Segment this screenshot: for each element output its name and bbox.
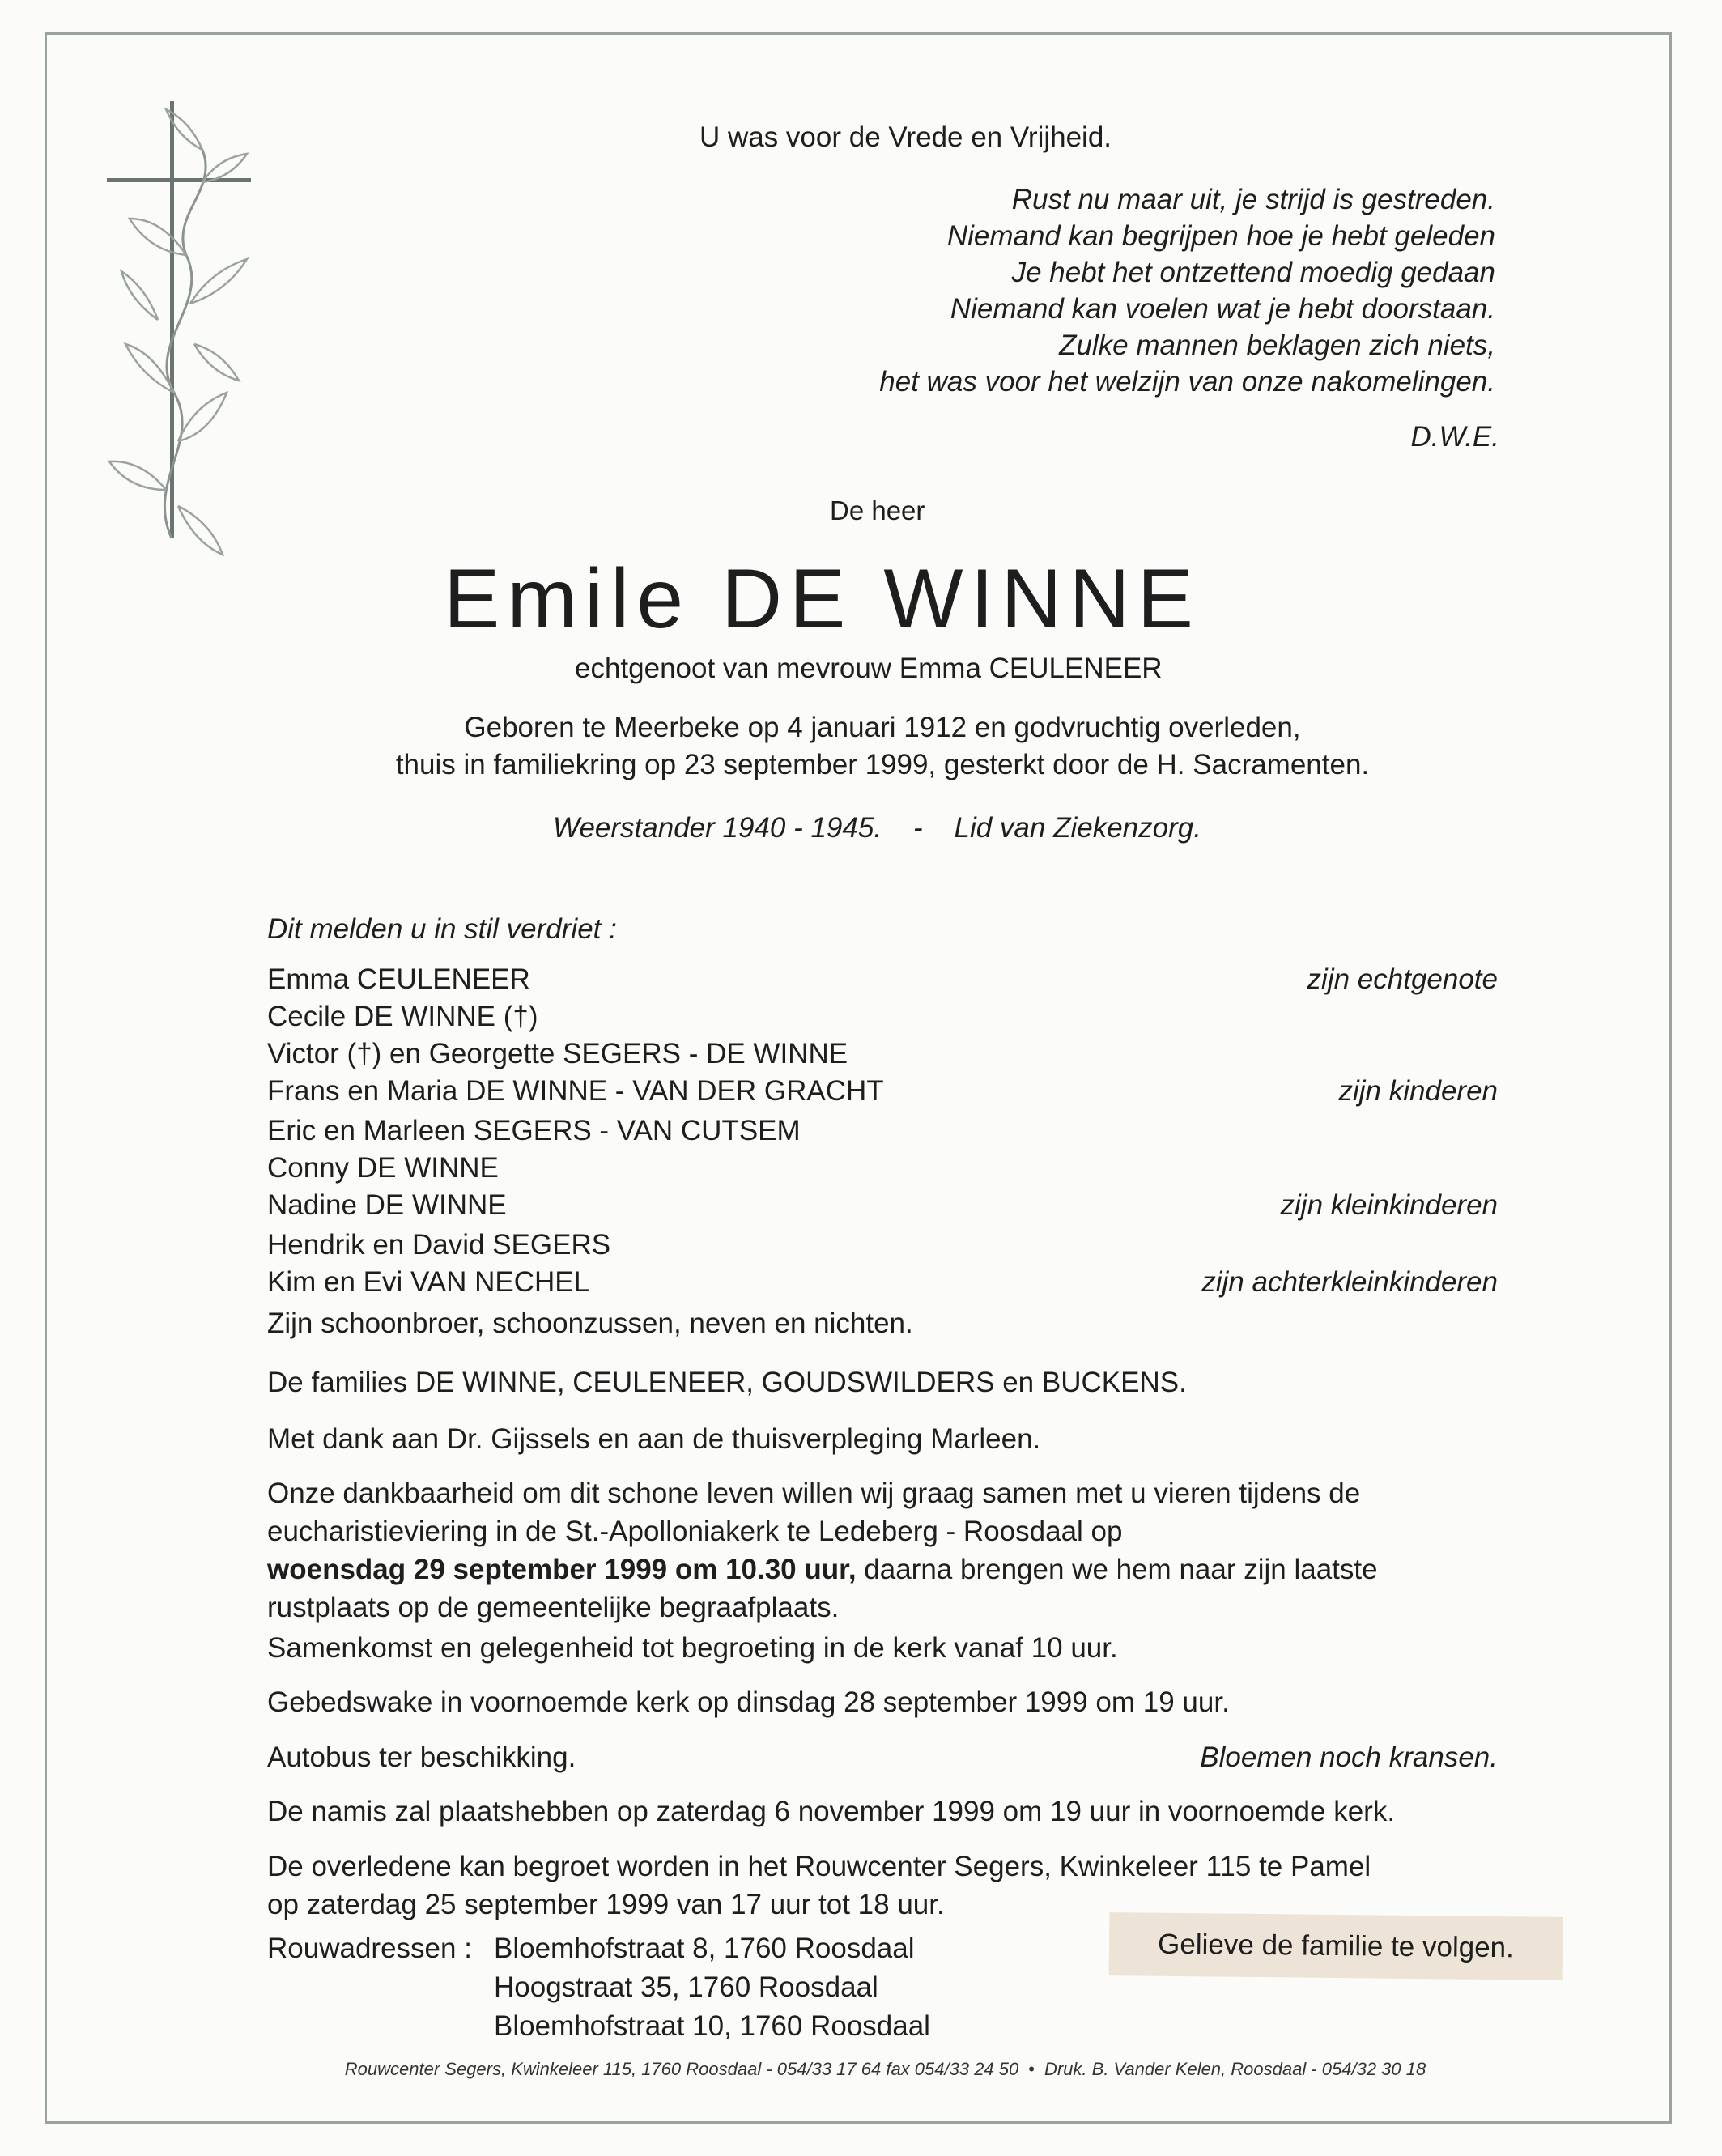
ceremony-line: eucharistieviering in de St.-Apolloniakerk te Ledeberg - Roosdaal op — [267, 1516, 1123, 1547]
vigil-line: Gebedswake in voornoemde kerk op dinsdag 28 september 1999 om 19 uur. — [267, 1686, 1230, 1718]
family-row — [267, 1035, 1498, 1073]
addresses — [267, 1929, 930, 2046]
birth-line: Geboren te Meerbeke op 4 januari 1912 en godvruchtig overleden, — [464, 712, 1301, 743]
poem-line: Je hebt het ontzettend moedig gedaan — [1011, 257, 1495, 288]
bus-flowers-row — [267, 1739, 1498, 1776]
addresses-label: Rouwadressen : — [267, 1933, 472, 1964]
family-name: Nadine DE WINNE — [267, 1189, 507, 1221]
deceased-name: Emile DE WINNE — [444, 552, 1201, 646]
thanks-line: Met dank aan Dr. Gijssels en aan de thuisverpleging Marleen. — [267, 1423, 1041, 1455]
viewing-text — [267, 1848, 1498, 1924]
family-name: Victor (†) en Georgette SEGERS - DE WINNE — [267, 1038, 848, 1069]
address-line: Bloemhofstraat 8, 1760 Roosdaal — [494, 1933, 915, 1964]
family-row — [267, 1187, 1498, 1224]
motto: U was voor de Vrede en Vrijheid. — [699, 121, 1112, 153]
family-row — [267, 1264, 1498, 1301]
poem — [879, 181, 1495, 400]
family-name: Conny DE WINNE — [267, 1152, 499, 1184]
poem-line: Niemand kan voelen wat je hebt doorstaan. — [950, 293, 1495, 325]
address-line: Hoogstraat 35, 1760 Roosdaal — [494, 1971, 878, 2003]
follow-note-text: Gelieve de familie te volgen. — [1157, 1928, 1515, 1964]
footer-funeral-home: Rouwcenter Segers, Kwinkeleer 115, 1760 Roosdaal - 054/33 17 64 fax 054/33 24 50 — [344, 2059, 1019, 2079]
poem-signature: D.W.E. — [1410, 421, 1499, 453]
footer-printer: Druk. B. Vander Kelen, Roosdaal - 054/32 30 18 — [1044, 2059, 1426, 2079]
birth-death-text — [348, 709, 1417, 784]
family-row — [267, 1150, 1498, 1187]
announce-intro: Dit melden u in stil verdriet : — [267, 913, 617, 945]
family-row — [267, 1073, 1498, 1110]
resistance-line: Weerstander 1940 - 1945. - Lid van Ziekenzorg. — [553, 812, 1201, 844]
follow-family-note — [1109, 1912, 1563, 1980]
family-name: Cecile DE WINNE (†) — [267, 1001, 538, 1032]
ceremony-line-rest: daarna brengen we hem naar zijn laatste — [856, 1554, 1378, 1585]
memorial-mass-line: De namis zal plaatshebben op zaterdag 6 november 1999 om 19 uur in voornoemde kerk. — [267, 1796, 1396, 1827]
family-relation: zijn kinderen — [1338, 1075, 1498, 1107]
spouse-line: echtgenoot van mevrouw Emma CEULENEER — [575, 653, 1163, 684]
footer — [0, 2059, 1722, 2080]
family-name: Frans en Maria DE WINNE - VAN DER GRACHT — [267, 1075, 884, 1107]
family-row — [267, 1112, 1498, 1150]
family-relation: zijn echtgenote — [1307, 963, 1498, 995]
poem-line: Niemand kan begrijpen hoe je hebt geleden — [946, 220, 1495, 252]
families-line: De families DE WINNE, CEULENEER, GOUDSWILDERS en BUCKENS. — [267, 1367, 1187, 1398]
poem-line: het was voor het welzijn van onze nakomelingen. — [879, 366, 1495, 398]
flowers-line: Bloemen noch kransen. — [1200, 1741, 1498, 1773]
bus-line: Autobus ter beschikking. — [267, 1741, 576, 1773]
poem-line: Zulke mannen beklagen zich niets, — [1059, 330, 1495, 361]
family-name: Eric en Marleen SEGERS - VAN CUTSEM — [267, 1115, 801, 1146]
footer-separator: • — [1028, 2059, 1035, 2079]
family-name: Emma CEULENEER — [267, 963, 530, 995]
gathering-line: Samenkomst en gelegenheid tot begroeting in de kerk vanaf 10 uur. — [267, 1632, 1118, 1664]
ceremony-line — [267, 1550, 1498, 1588]
address-line: Bloemhofstraat 10, 1760 Roosdaal — [494, 2010, 930, 2042]
family-row — [267, 1227, 1498, 1264]
family-name: Zijn schoonbroer, schoonzussen, neven en nichten. — [267, 1308, 913, 1339]
ceremony-date: woensdag 29 september 1999 om 10.30 uur, — [267, 1554, 857, 1585]
ceremony-line: Onze dankbaarheid om dit schone leven willen wij graag samen met u vieren tijdens de — [267, 1478, 1361, 1509]
family-name: Kim en Evi VAN NECHEL — [267, 1266, 590, 1298]
family-relation: zijn kleinkinderen — [1280, 1189, 1498, 1221]
death-line: thuis in familiekring op 23 september 1999, gesterkt door de H. Sacramenten. — [395, 749, 1370, 780]
family-relation: zijn achterkleinkinderen — [1201, 1266, 1498, 1298]
title-prefix: De heer — [830, 495, 925, 525]
viewing-line: De overledene kan begroet worden in het Rouwcenter Segers, Kwinkeleer 115 te Pamel — [267, 1851, 1371, 1882]
ceremony-line: rustplaats op de gemeentelijke begraafplaats. — [267, 1592, 840, 1623]
family-row — [267, 998, 1498, 1035]
family-row — [267, 1305, 1498, 1342]
cross-with-vine-icon — [97, 101, 275, 571]
family-row — [267, 961, 1498, 998]
ceremony-text — [267, 1474, 1498, 1627]
family-name: Hendrik en David SEGERS — [267, 1229, 611, 1261]
viewing-line: op zaterdag 25 september 1999 van 17 uur tot 18 uur. — [267, 1889, 945, 1920]
poem-line: Rust nu maar uit, je strijd is gestreden. — [1011, 184, 1495, 215]
